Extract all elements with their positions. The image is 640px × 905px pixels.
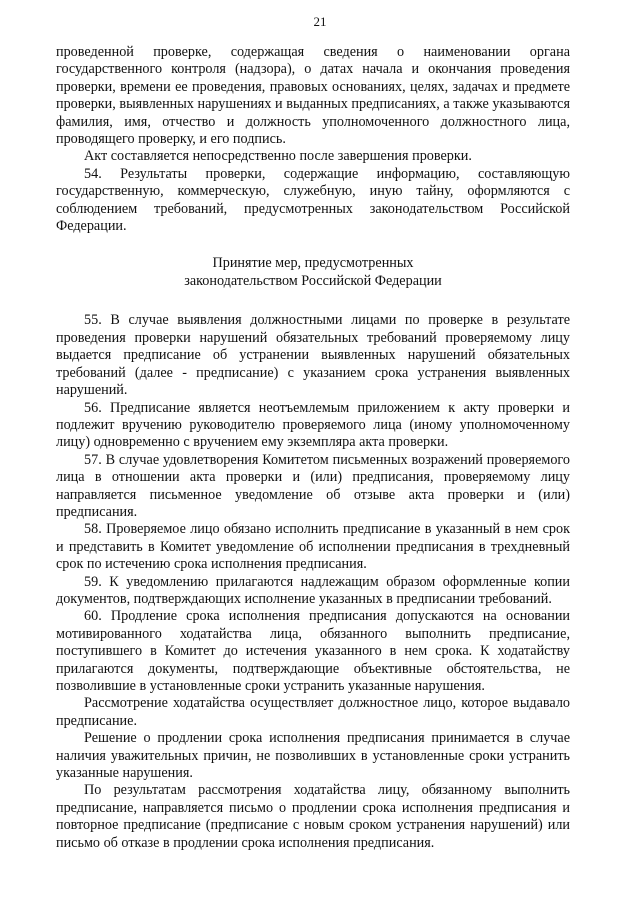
- page-number: 21: [313, 14, 327, 29]
- paragraph-58: 58. Проверяемое лицо обязано исполнить предписание в указанный в нем срок и представить в Комитет уведомление об исполнении предписания в трехдневный срок по истечению срока исполнения предписания.: [56, 521, 570, 573]
- paragraph-continuation: проведенной проверке, содержащая сведения о наименовании органа государственного контроля (надзора), о датах начала и окончания проведения проверки, времени ее проведения, правовых основаниях, целях, задачах и предмете проверки, выявленных нарушениях и выданных предписаниях, а также указываются фамилия, имя, отчество и должность уполномоченного должностного лица, проводящего проверку, и его подпись.: [56, 44, 570, 148]
- paragraph-decision: Решение о продлении срока исполнения предписания принимается в случае наличия уважительных причин, не позволивших в установленные сроки устранить указанные нарушения.: [56, 730, 570, 782]
- section-heading-line-1: Принятие мер, предусмотренных: [212, 255, 414, 272]
- paragraph-57: 57. В случае удовлетворения Комитетом письменных возражений проверяемого лица в отношении акта проверки и (или) предписания, проверяемому лицу направляется письменное уведомление об отзыве акта проверки и (или) предписания.: [56, 451, 570, 520]
- section-heading-line-2: законодательством Российской Федерации: [184, 273, 442, 290]
- paragraph-result: По результатам рассмотрения ходатайства лицу, обязанному выполнить предписание, направляется письмо о продлении срока исполнения предписания и повторное предписание (предписание с новым сроком устранения нарушений) или письмо об отказе в продлении срока исполнения предписания.: [56, 782, 570, 851]
- paragraph-59: 59. К уведомлению прилагаются надлежащим образом оформленные копии документов, подтверждающих исполнение указанных в предписании требований.: [56, 573, 570, 607]
- paragraph-56: 56. Предписание является неотъемлемым приложением к акту проверки и подлежит вручению руководителю проверяемого лица (иному уполномоченному лицу) одновременно с вручением ему экземпляра акта проверки.: [56, 399, 570, 451]
- paragraph-act-drafting: Акт составляется непосредственно после завершения проверки.: [84, 148, 472, 165]
- paragraph-review: Рассмотрение ходатайства осуществляет должностное лицо, которое выдавало предписание.: [56, 695, 570, 729]
- paragraph-55: 55. В случае выявления должностными лицами по проверке в результате проведения проверки нарушений обязательных требований проверяемому лицу выдается предписание об устранении выявленных нарушений обязательных требований (далее - предписание) с указанием срока устранения выявленных нарушений.: [56, 312, 570, 399]
- document-body: [56, 44, 570, 852]
- section-heading: [56, 254, 570, 290]
- paragraph-60: 60. Продление срока исполнения предписания допускаются на основании мотивированного ходатайства лица, обязанного выполнить предписание, поступившего в Комитет до истечения указанного в нем срока. К ходатайству прилагаются документы, подтверждающие объективные обстоятельства, не позволившие в установленные сроки устранить указанные нарушения.: [56, 608, 570, 694]
- paragraph-54: 54. Результаты проверки, содержащие информацию, составляющую государственную, коммерческую, служебную, иную тайну, оформляются с соблюдением требований, предусмотренных законодательством Российской Федерации.: [56, 165, 570, 235]
